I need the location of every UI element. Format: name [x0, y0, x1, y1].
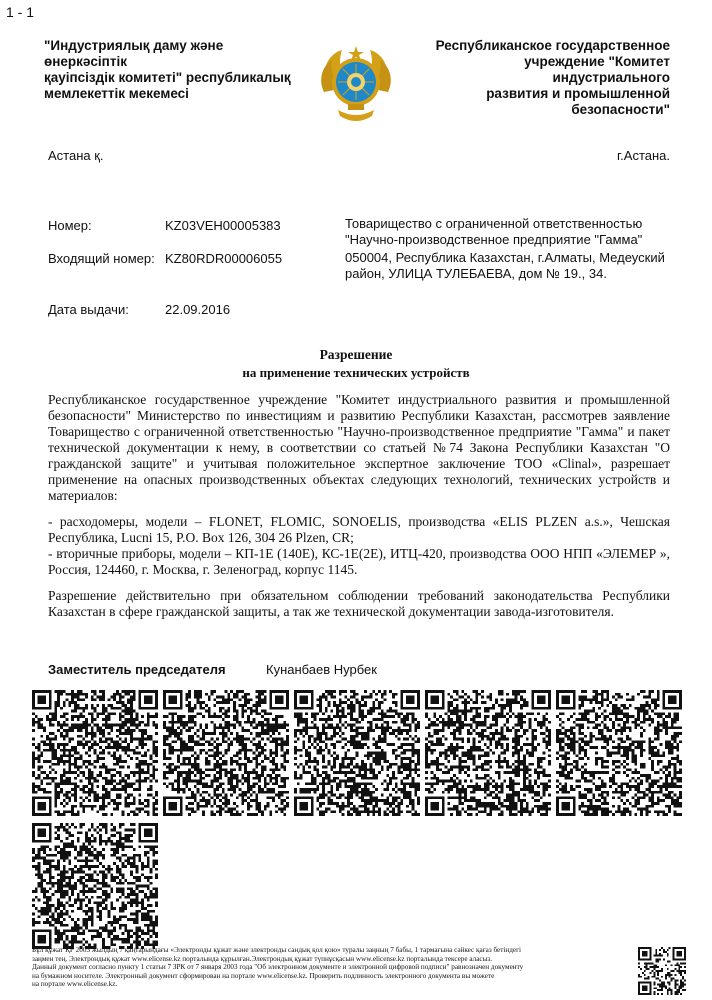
issuer-header-kazakh-line-1: "Индустриялық даму және өнеркәсіптік	[44, 38, 224, 69]
signature-qr-code-1	[32, 690, 158, 816]
incoming-number-value: KZ80RDR00006055	[165, 251, 283, 266]
issuer-header-russian-line-1: Республиканское государственное	[435, 38, 670, 53]
number-value: KZ03VEH00005383	[165, 218, 281, 233]
issuer-header-kazakh-line-2: қауіпсіздік комитеті" республикалық	[44, 70, 291, 85]
issuer-header-russian-line-2: учреждение "Комитет индустриального	[524, 54, 670, 85]
recipient-line-3: 050004, Республика Казахстан, г.Алматы, Медеуский	[345, 250, 665, 265]
issuer-header-kazakh-line-3: мемлекеттік мекемесі	[44, 86, 189, 101]
footer-line-5: на портале www.elicense.kz.	[32, 980, 118, 989]
signer-name: Кунанбаев Нурбек	[266, 662, 377, 677]
footer-line-3: Данный документ согласно пункту 1 статьи 7 ЗРК от 7 января 2003 года "Об электронном документе и электронной цифровой подписи" равнозначен документу	[32, 963, 524, 972]
issuer-header-russian-line-3: развития и промышленной	[486, 86, 670, 101]
issuer-header-russian-line-4: безопасности"	[571, 102, 670, 117]
incoming-number-label: Входящий номер:	[48, 251, 155, 266]
signature-qr-code-3	[294, 690, 420, 816]
city-russian: г.Астана.	[617, 148, 670, 163]
footer-line-1: Бұл құжат ҚР 2003 жылдың 7 қаңтарындағы «Электронды құжат және электронды сандық қол қою» туралы заңның 7 бабы, 1 тармағына сәйкес қағаз бетіндегі	[32, 946, 522, 954]
issue-date-label: Дата выдачи:	[48, 302, 129, 317]
verification-qr-code	[638, 947, 686, 995]
recipient-line-1: Товарищество с ограниченной ответственностью	[345, 216, 643, 231]
recipient-line-2: "Научно-производственное предприятие "Гамма"	[345, 232, 643, 247]
signature-qr-code-2	[163, 690, 289, 816]
item-list	[48, 514, 670, 578]
issuer-header-kazakh	[44, 38, 304, 102]
signature-qr-code-4	[425, 690, 551, 816]
legal-footer	[32, 946, 628, 989]
item-2: - вторичные приборы, модели – КП-1Е (140Е), КС-1Е(2Е), ИТЦ-420, производства ООО НПП «ЭЛЕМЕР », Россия, 124460, г. Москва, г. Зеленоград, корпус 1145.	[48, 546, 670, 577]
state-emblem-icon	[318, 40, 394, 130]
issue-date-value: 22.09.2016	[165, 302, 231, 317]
footer-line-4: на бумажном носителе. Электронный документ сформирован на портале www.elicense.kz. Проверить подлинность электронного документа вы можете	[32, 971, 495, 980]
main-paragraph-text: Республиканское государственное учреждение "Комитет индустриального развития и промышленной безопасности" Министерство по инвестициям и развитию Республики Казахстан, рассмотрев заявление Товарищество с ограниченной ответственностью "Научно-производственное предприятие "Гамма" и пакет технической документации к нему, в соответствии со статьей №74 Закона Республики Казахстан "О гражданской защите" и учитывая положительное экспертное заключение ТОО «Clinal», разрешает применение на опасных производственных объектах следующих технологий, технических устройств и материалов:	[48, 392, 670, 503]
signature-qr-code-5	[556, 690, 682, 816]
recipient-block	[345, 216, 675, 282]
page-number: 1 - 1	[6, 4, 35, 20]
footer-line-2: заңмен тең. Электрондық құжат www.elicense.kz порталында құрылған.Электрондық құжат түпнұсқасын www.elicense.kz порталында тексере аласыз.	[32, 954, 493, 963]
city-kazakh: Астана қ.	[48, 148, 104, 163]
final-paragraph-text: Разрешение действительно при обязательном соблюдении требований законодательства Республики Казахстан в сфере гражданской защиты, а так же технической документации завода-изготовителя.	[48, 588, 670, 619]
number-label: Номер:	[48, 218, 92, 233]
main-paragraph	[48, 392, 670, 504]
item-1: - расходомеры, модели – FLONET, FLOMIC, SONOELIS, производства «ELIS PLZEN a.s.», Чешская Республика, Lucni 15, P.O. Box 126, 304 26 Plzen, CR;	[48, 514, 670, 545]
signer-title: Заместитель председателя	[48, 662, 226, 677]
signature-qr-code-6	[32, 823, 158, 949]
recipient-line-4: район, УЛИЦА ТУЛЕБАЕВА, дом № 19., 34.	[345, 266, 607, 281]
issuer-header-russian	[420, 38, 670, 118]
document-title: Разрешение	[319, 347, 393, 362]
document-subtitle: на применение технических устройств	[242, 365, 470, 380]
final-paragraph	[48, 588, 670, 620]
